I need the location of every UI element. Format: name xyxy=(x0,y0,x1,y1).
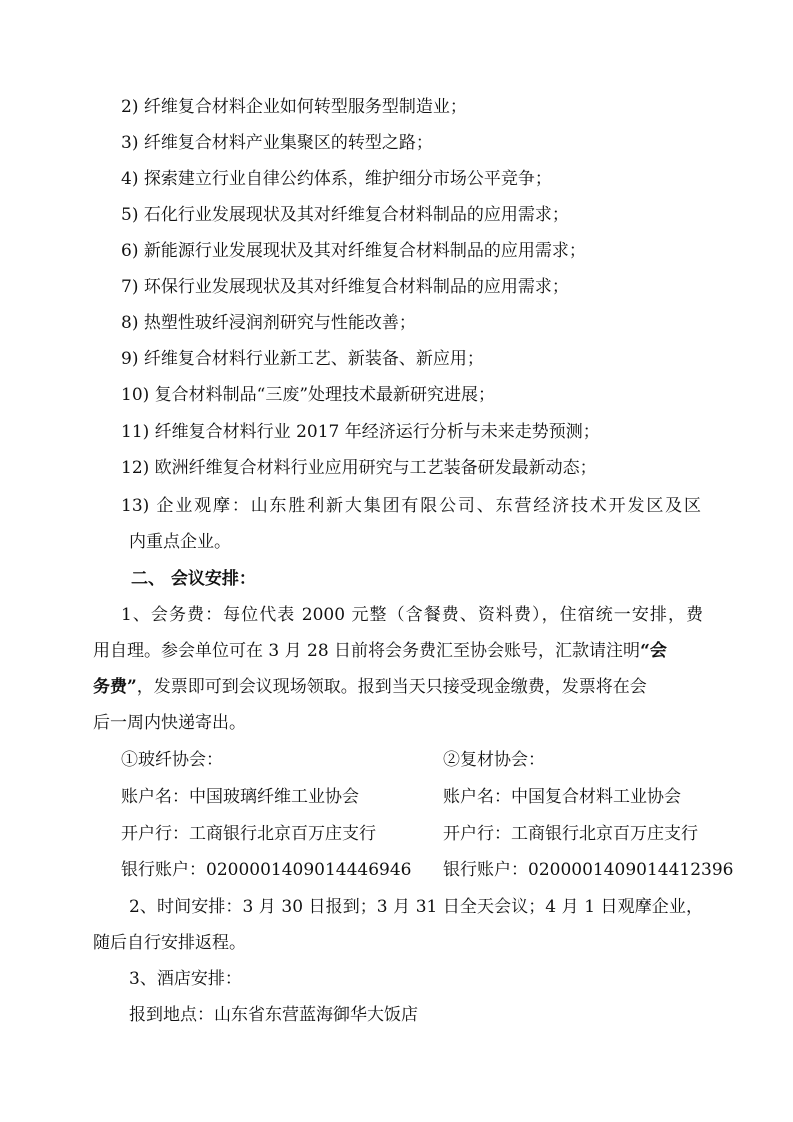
account-left-name: 账户名：中国玻璃纤维工业协会 xyxy=(121,787,359,807)
time-arrangement-line-1: 2、时间安排：3 月 30 日报到；3 月 31 日全天会议；4 月 1 日观摩企业， xyxy=(129,897,703,917)
time-arrangement-line-2: 随后自行安排返程。 xyxy=(93,933,246,953)
fee-paragraph-line-4: 后一周内快递寄出。 xyxy=(93,713,246,733)
hotel-arrangement-title: 3、酒店安排： xyxy=(129,969,242,989)
account-left-number: 银行账户：0200001409014446946 xyxy=(121,860,412,880)
topic-item-11: 11) 纤维复合材料行业 2017 年经济运行分析与未来走势预测； xyxy=(121,422,600,442)
hotel-location: 报到地点：山东省东营蓝海御华大饭店 xyxy=(129,1005,418,1025)
fee-emphasis-part-1: “会 xyxy=(640,641,667,661)
fee-emphasis-part-2: 务费” xyxy=(93,677,137,697)
topic-item-8: 8) 热塑性玻纤浸润剂研究与性能改善； xyxy=(121,313,416,333)
account-left-bank: 开户行：工商银行北京百万庄支行 xyxy=(121,824,376,844)
section-heading-meeting-arrangements: 二、 会议安排： xyxy=(131,569,256,589)
account-left-title: ①玻纤协会： xyxy=(121,750,223,770)
topic-item-2: 2) 纤维复合材料企业如何转型服务型制造业； xyxy=(121,97,467,117)
topic-item-9: 9) 纤维复合材料行业新工艺、新装备、新应用； xyxy=(121,349,484,369)
topic-item-5: 5) 石化行业发展现状及其对纤维复合材料制品的应用需求； xyxy=(121,205,569,225)
fee-paragraph-line-2 xyxy=(93,639,703,663)
fee-paragraph-line-1: 1、会务费：每位代表 2000 元整（含餐费、资料费），住宿统一安排，费 xyxy=(121,605,703,625)
topic-item-12: 12) 欧洲纤维复合材料行业应用研究与工艺装备研发最新动态； xyxy=(121,458,597,478)
topic-item-13: 13) 企业观摩：山东胜利新大集团有限公司、东营经济技术开发区及区 xyxy=(121,496,701,516)
topic-item-13-continuation: 内重点企业。 xyxy=(129,532,231,552)
topic-item-7: 7) 环保行业发展现状及其对纤维复合材料制品的应用需求； xyxy=(121,277,569,297)
account-right-name: 账户名：中国复合材料工业协会 xyxy=(443,787,681,807)
topic-item-3: 3) 纤维复合材料产业集聚区的转型之路； xyxy=(121,133,433,153)
fee-paragraph-line-2-text: 用自理。参会单位可在 3 月 28 日前将会务费汇至协会账号，汇款请注明 xyxy=(93,641,641,661)
account-right-number: 银行账户：0200001409014412396 xyxy=(443,860,734,880)
topic-item-6: 6) 新能源行业发展现状及其对纤维复合材料制品的应用需求； xyxy=(121,241,586,261)
topic-item-4: 4) 探索建立行业自律公约体系，维护细分市场公平竞争； xyxy=(121,169,552,189)
account-right-title: ②复材协会： xyxy=(443,750,545,770)
fee-paragraph-line-3 xyxy=(93,675,703,699)
fee-paragraph-line-3-text: ，发票即可到会议现场领取。报到当天只接受现金缴费，发票将在会 xyxy=(136,677,647,697)
topic-item-10: 10) 复合材料制品“三废”处理技术最新研究进展； xyxy=(121,385,496,405)
account-right-bank: 开户行：工商银行北京百万庄支行 xyxy=(443,824,698,844)
